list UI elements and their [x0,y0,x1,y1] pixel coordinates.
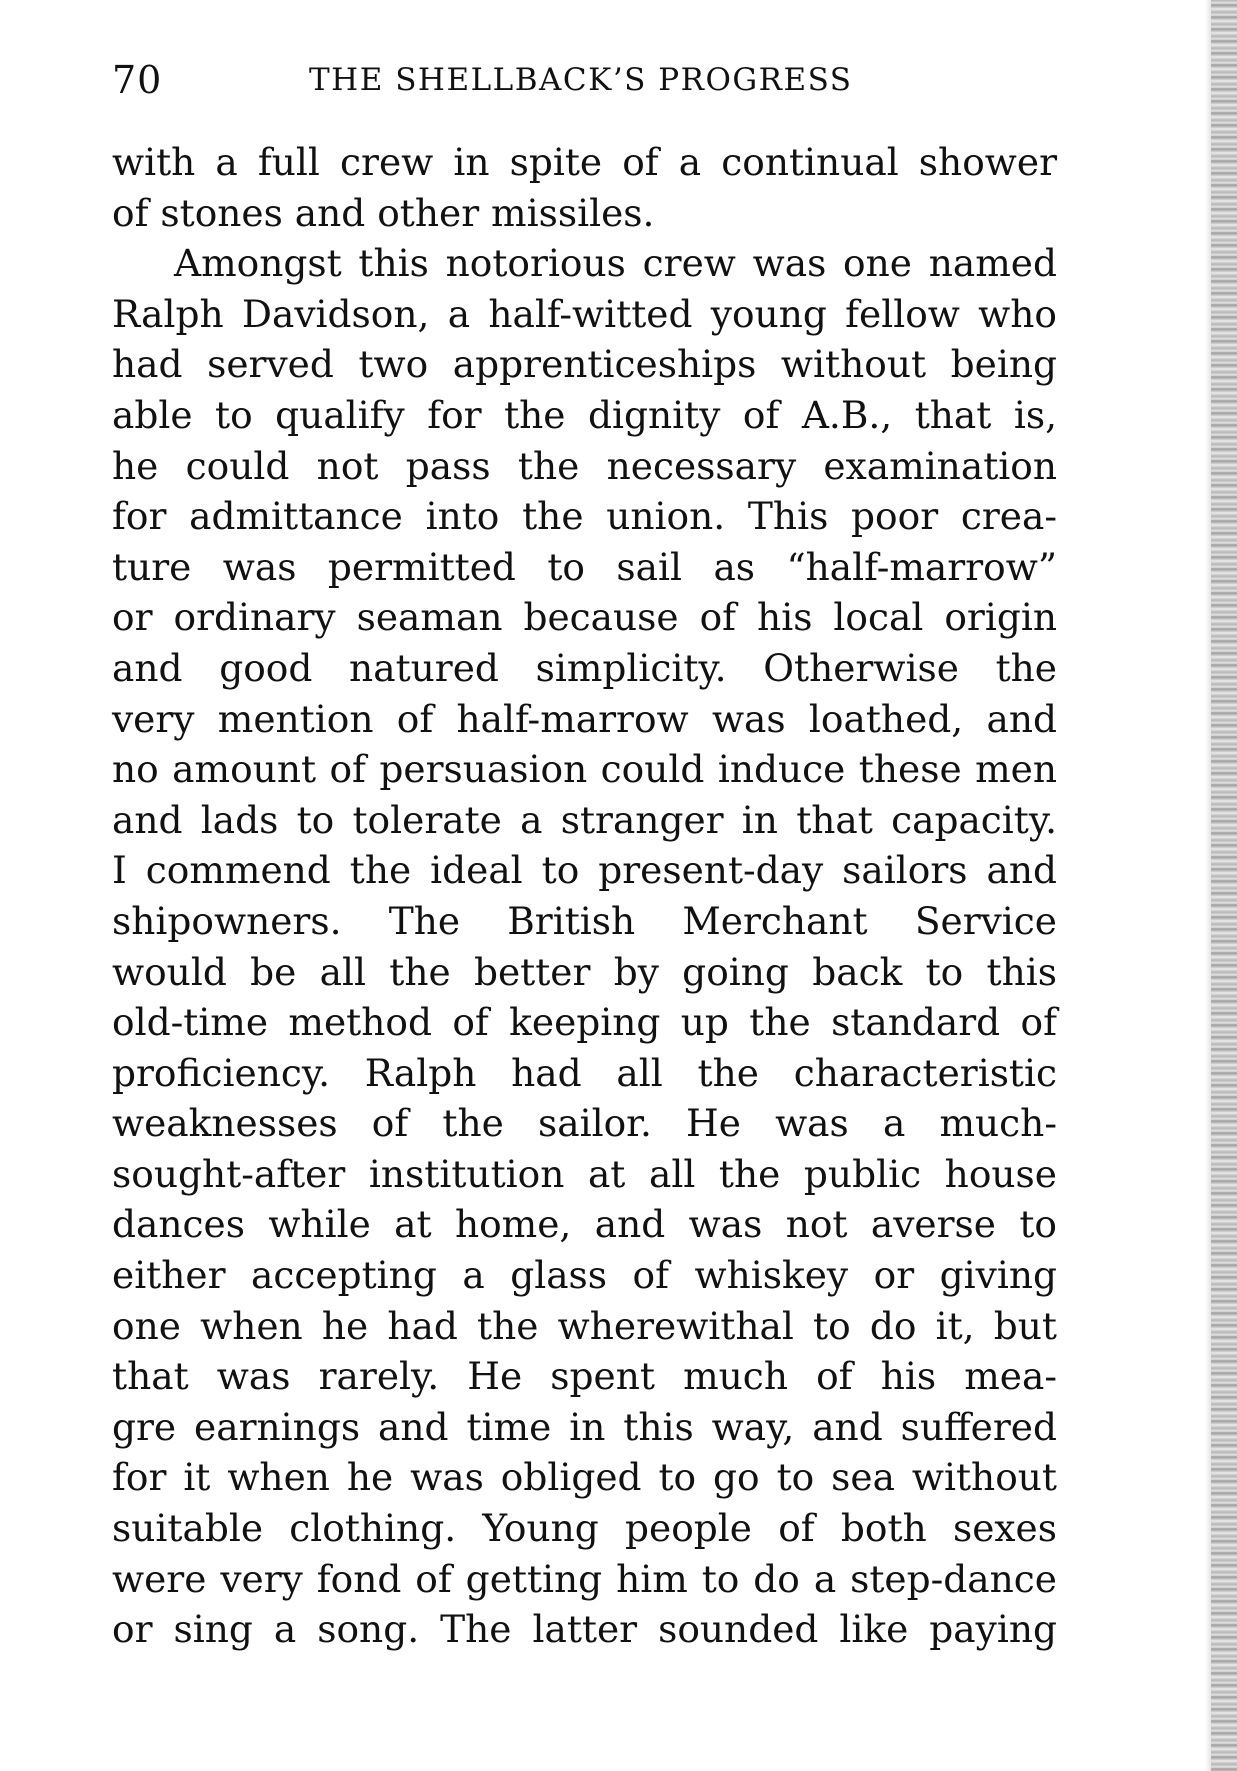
text-line: were very fond of getting him to do a step-dance [112,1556,1057,1601]
text-line: sought-after institution at all the public house [112,1151,1057,1196]
text-line: that was rarely. He spent much of his mea- [112,1354,1057,1399]
text-line: old-time method of keeping up the standard of [112,1000,1057,1045]
text-line: or ordinary seaman because of his local origin [112,595,1057,640]
page-number: 70 [112,58,163,102]
text-line: no amount of persuasion could induce these men [112,747,1057,792]
text-line: would be all the better by going back to this [112,949,1057,994]
text-line: and good natured simplicity. Otherwise the [112,645,1057,690]
text-line: suitable clothing. Young people of both sexes [112,1506,1057,1551]
body-text [112,137,1057,1655]
text-line: with a full crew in spite of a continual shower [112,140,1057,184]
text-line: weaknesses of the sailor. He was a much- [112,1101,1057,1146]
text-line: either accepting a glass of whiskey or giving [112,1253,1057,1298]
text-line: had served two apprenticeships without being [112,342,1057,387]
text-line: and lads to tolerate a stranger in that capacity. [112,797,1057,842]
text-line: for it when he was obliged to go to sea without [112,1455,1057,1500]
scanned-page-edge [1211,0,1237,1771]
text-line: gre earnings and time in this way, and suffered [112,1404,1057,1449]
text-line: proficiency. Ralph had all the characteristic [112,1050,1057,1095]
text-line: very mention of half-marrow was loathed, and [112,696,1057,741]
text-line: shipowners. The British Merchant Service [112,898,1057,943]
text-line: dances while at home, and was not averse to [112,1202,1057,1247]
text-line: Amongst this notorious crew was one named [174,241,1057,286]
text-line: Ralph Davidson, a half-witted young fellow who [112,291,1057,336]
text-line: of stones and other missiles. [112,190,655,235]
text-line: for admittance into the union. This poor crea- [112,494,1057,539]
text-line: I commend the ideal to present-day sailors and [112,848,1057,893]
text-line: able to qualify for the dignity of A.B., that is, [112,392,1057,437]
text-line: one when he had the wherewithal to do it, but [112,1303,1057,1348]
page-header [112,55,1052,105]
running-title: THE SHELLBACK’S PROGRESS [309,62,853,98]
text-line: ture was permitted to sail as “half-marrow” [112,544,1057,589]
text-line: he could not pass the necessary examination [112,443,1057,488]
text-line: or sing a song. The latter sounded like paying [112,1607,1057,1652]
